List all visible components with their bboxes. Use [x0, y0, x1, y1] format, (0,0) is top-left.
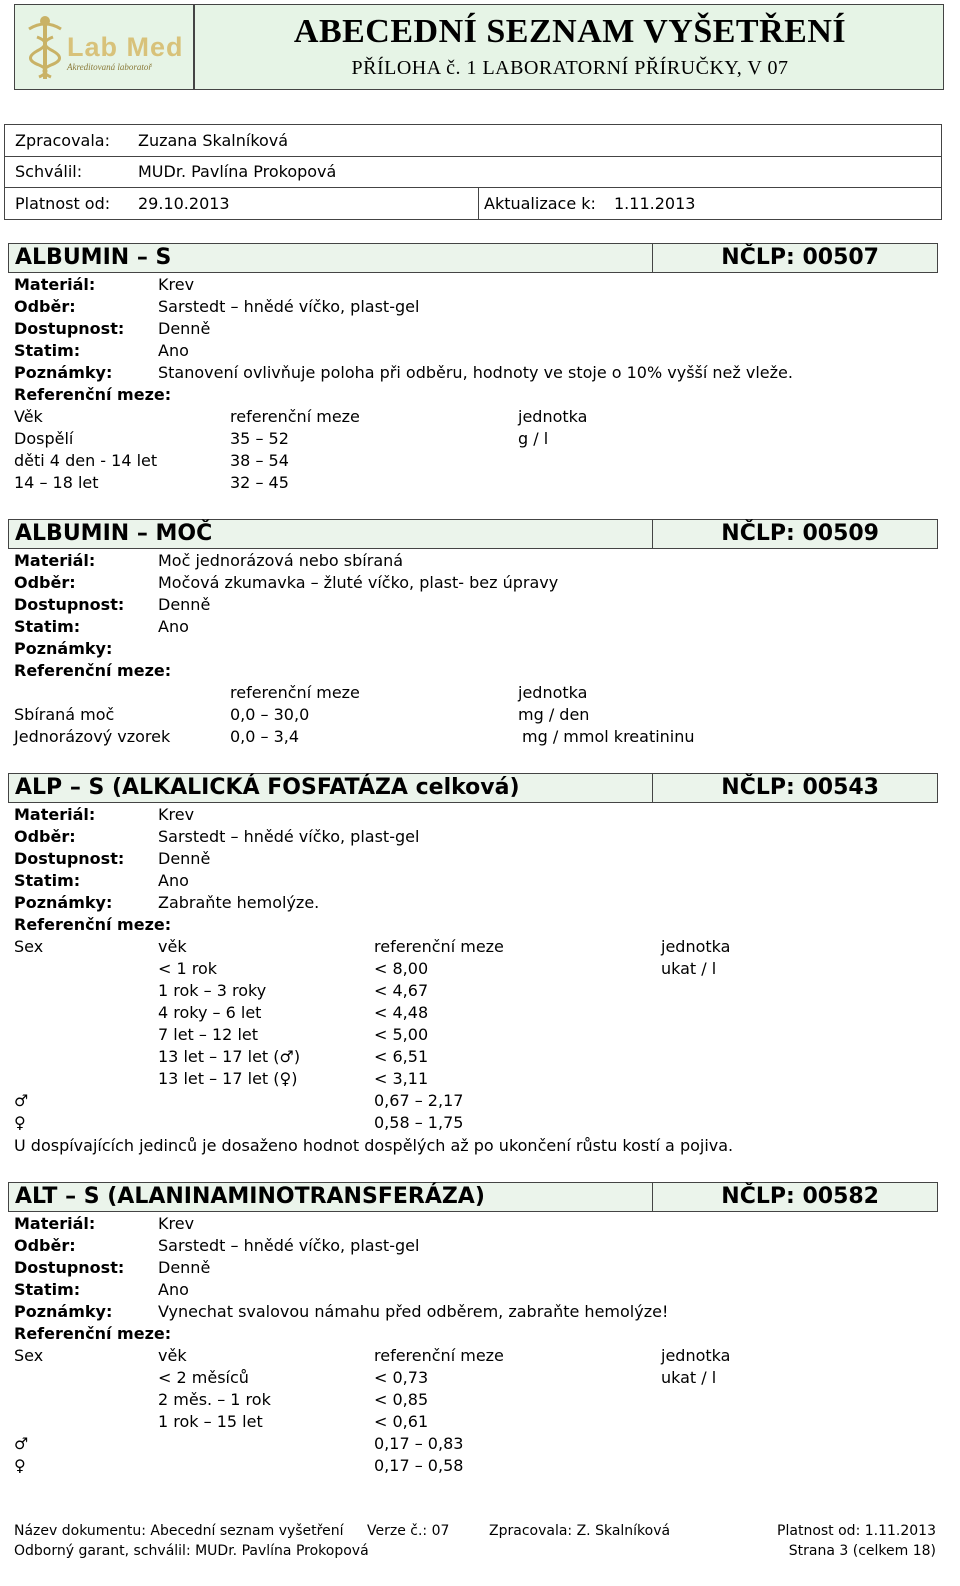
meta-row-validity — [5, 188, 941, 219]
notes-value: Zabraňte hemolýze. — [158, 893, 320, 912]
section-header-albumin-s — [8, 243, 938, 273]
table-cell: Dospělí — [14, 429, 74, 448]
table-head-unit: jednotka — [518, 683, 588, 702]
table-head-age: věk — [158, 1346, 187, 1365]
section-header-albumin-moc — [8, 519, 938, 549]
table-head-range: referenční meze — [230, 683, 360, 702]
update-label: Aktualizace k: — [484, 194, 596, 213]
material-label: Materiál: — [14, 275, 96, 294]
collection-value: Sarstedt – hnědé víčko, plast-gel — [158, 297, 420, 316]
collection-value: Močová zkumavka – žluté víčko, plast- bez úpravy — [158, 573, 559, 592]
statim-value: Ano — [158, 1280, 189, 1299]
notes-value: Vynechat svalovou námahu před odběrem, zabraňte hemolýze! — [158, 1302, 669, 1321]
table-cell: mg / den — [518, 705, 590, 724]
section-code: NČLP: 00543 — [721, 775, 879, 800]
table-cell: 1 rok – 3 roky — [158, 981, 267, 1000]
meta-divider — [478, 188, 479, 219]
notes-label: Poznámky: — [14, 363, 113, 382]
table-cell: < 0,85 — [374, 1390, 429, 1409]
table-cell: Sbíraná moč — [14, 705, 115, 724]
table-cell: 0,17 – 0,83 — [374, 1434, 464, 1453]
female-symbol-icon: ♀ — [14, 1456, 26, 1475]
section-name: ALBUMIN – MOČ — [15, 521, 213, 546]
material-label: Materiál: — [14, 805, 96, 824]
male-symbol-icon: ♂ — [14, 1434, 29, 1453]
statim-label: Statim: — [14, 617, 81, 636]
section-header-alt-s — [8, 1182, 938, 1212]
table-cell: 0,0 – 3,4 — [230, 727, 300, 746]
footer-prepared: Zpracovala: Z. Skalníková — [489, 1523, 671, 1539]
availability-value: Denně — [158, 1258, 211, 1277]
table-cell: < 8,00 — [374, 959, 429, 978]
section-header-divider — [652, 520, 653, 548]
meta-row-prepared — [5, 125, 941, 157]
table-cell: 35 – 52 — [230, 429, 289, 448]
statim-value: Ano — [158, 341, 189, 360]
reference-label: Referenční meze: — [14, 915, 172, 934]
table-cell: < 3,11 — [374, 1069, 429, 1088]
prepared-value: Zuzana Skalníková — [138, 131, 289, 150]
section-name: ALP – S (ALKALICKÁ FOSFATÁZA celková) — [15, 775, 520, 800]
table-head-range: referenční meze — [374, 1346, 504, 1365]
update-value: 1.11.2013 — [614, 194, 696, 213]
table-cell: 13 let – 17 let (♂) — [158, 1047, 301, 1066]
table-cell: < 1 rok — [158, 959, 218, 978]
section-code: NČLP: 00509 — [721, 521, 879, 546]
collection-value: Sarstedt – hnědé víčko, plast-gel — [158, 827, 420, 846]
meta-row-approved — [5, 156, 941, 188]
statim-label: Statim: — [14, 871, 81, 890]
footer-guarantor: Odborný garant, schválil: MUDr. Pavlína Prokopová — [14, 1543, 369, 1559]
table-cell: 7 let – 12 let — [158, 1025, 259, 1044]
footer-doc-name: Název dokumentu: Abecední seznam vyšetření — [14, 1523, 344, 1539]
material-label: Materiál: — [14, 551, 96, 570]
female-symbol-icon: ♀ — [14, 1113, 26, 1132]
valid-value: 29.10.2013 — [138, 194, 230, 213]
notes-label: Poznámky: — [14, 1302, 113, 1321]
document-header — [14, 4, 944, 90]
table-cell: < 0,73 — [374, 1368, 429, 1387]
document-subtitle: PŘÍLOHA č. 1 LABORATORNÍ PŘÍRUČKY, V 07 — [351, 57, 789, 79]
logo-tagline: Akreditovaná laboratoř — [67, 62, 152, 72]
approved-label: Schválil: — [15, 162, 83, 181]
table-cell: < 2 měsíců — [158, 1368, 249, 1387]
collection-label: Odběr: — [14, 297, 76, 316]
availability-value: Denně — [158, 319, 211, 338]
section-footnote: U dospívajících jedinců je dosaženo hodnot dospělých až po ukončení růstu kostí a pojiva. — [14, 1136, 734, 1155]
notes-value: Stanovení ovlivňuje poloha při odběru, hodnoty ve stoje o 10% vyšší než vleže. — [158, 363, 793, 382]
footer-page: Strana 3 (celkem 18) — [788, 1543, 936, 1559]
prepared-label: Zpracovala: — [15, 131, 110, 150]
table-head-sex: Sex — [14, 937, 44, 956]
section-header-divider — [652, 774, 653, 802]
reference-label: Referenční meze: — [14, 661, 172, 680]
collection-label: Odběr: — [14, 573, 76, 592]
approved-value: MUDr. Pavlína Prokopová — [138, 162, 337, 181]
reference-label: Referenční meze: — [14, 385, 172, 404]
table-head-sex: Sex — [14, 1346, 44, 1365]
statim-value: Ano — [158, 871, 189, 890]
statim-value: Ano — [158, 617, 189, 636]
table-cell: 2 měs. – 1 rok — [158, 1390, 271, 1409]
document-title: ABECEDNÍ SEZNAM VYŠETŘENÍ — [293, 13, 847, 50]
table-cell: 38 – 54 — [230, 451, 289, 470]
caduceus-icon — [25, 15, 65, 81]
logo — [15, 5, 195, 89]
table-cell: mg / mmol kreatininu — [522, 727, 695, 746]
table-cell: Jednorázový vzorek — [14, 727, 171, 746]
table-head-range: referenční meze — [230, 407, 360, 426]
table-head-age: věk — [158, 937, 187, 956]
availability-label: Dostupnost: — [14, 1258, 125, 1277]
table-head-unit: jednotka — [518, 407, 588, 426]
male-symbol-icon: ♂ — [14, 1091, 29, 1110]
table-head-range: referenční meze — [374, 937, 504, 956]
notes-label: Poznámky: — [14, 893, 113, 912]
table-cell: 13 let – 17 let (♀) — [158, 1069, 298, 1088]
section-name: ALBUMIN – S — [15, 245, 172, 270]
section-header-alp-s — [8, 773, 938, 803]
table-cell: < 5,00 — [374, 1025, 429, 1044]
material-value: Krev — [158, 805, 195, 824]
collection-label: Odběr: — [14, 827, 76, 846]
footer-valid: Platnost od: 1.11.2013 — [777, 1523, 936, 1539]
table-cell: ukat / l — [661, 959, 717, 978]
table-head-unit: jednotka — [661, 1346, 731, 1365]
availability-value: Denně — [158, 595, 211, 614]
notes-label: Poznámky: — [14, 639, 113, 658]
availability-value: Denně — [158, 849, 211, 868]
table-cell: 1 rok – 15 let — [158, 1412, 263, 1431]
table-cell: děti 4 den - 14 let — [14, 451, 158, 470]
section-code: NČLP: 00582 — [721, 1184, 879, 1209]
table-cell: ukat / l — [661, 1368, 717, 1387]
collection-value: Sarstedt – hnědé víčko, plast-gel — [158, 1236, 420, 1255]
logo-name: Lab Med — [67, 32, 184, 62]
table-cell: 0,67 – 2,17 — [374, 1091, 464, 1110]
meta-table — [4, 124, 942, 220]
table-cell: g / l — [518, 429, 549, 448]
valid-label: Platnost od: — [15, 194, 111, 213]
table-cell: < 4,67 — [374, 981, 429, 1000]
reference-label: Referenční meze: — [14, 1324, 172, 1343]
availability-label: Dostupnost: — [14, 595, 125, 614]
material-label: Materiál: — [14, 1214, 96, 1233]
material-value: Krev — [158, 1214, 195, 1233]
table-cell: 32 – 45 — [230, 473, 289, 492]
section-code: NČLP: 00507 — [721, 245, 879, 270]
section-header-divider — [652, 1183, 653, 1211]
table-cell: 0,17 – 0,58 — [374, 1456, 464, 1475]
table-cell: < 6,51 — [374, 1047, 429, 1066]
table-head-age: Věk — [14, 407, 43, 426]
table-head-unit: jednotka — [661, 937, 731, 956]
section-name: ALT – S (ALANINAMINOTRANSFERÁZA) — [15, 1184, 485, 1209]
table-cell: 0,58 – 1,75 — [374, 1113, 464, 1132]
availability-label: Dostupnost: — [14, 319, 125, 338]
statim-label: Statim: — [14, 1280, 81, 1299]
material-value: Moč jednorázová nebo sbíraná — [158, 551, 404, 570]
table-cell: 0,0 – 30,0 — [230, 705, 310, 724]
table-cell: < 0,61 — [374, 1412, 429, 1431]
footer-version: Verze č.: 07 — [367, 1523, 450, 1539]
availability-label: Dostupnost: — [14, 849, 125, 868]
table-cell: 14 – 18 let — [14, 473, 99, 492]
table-cell: 4 roky – 6 let — [158, 1003, 262, 1022]
statim-label: Statim: — [14, 341, 81, 360]
material-value: Krev — [158, 275, 195, 294]
section-header-divider — [652, 244, 653, 272]
collection-label: Odběr: — [14, 1236, 76, 1255]
table-cell: < 4,48 — [374, 1003, 429, 1022]
